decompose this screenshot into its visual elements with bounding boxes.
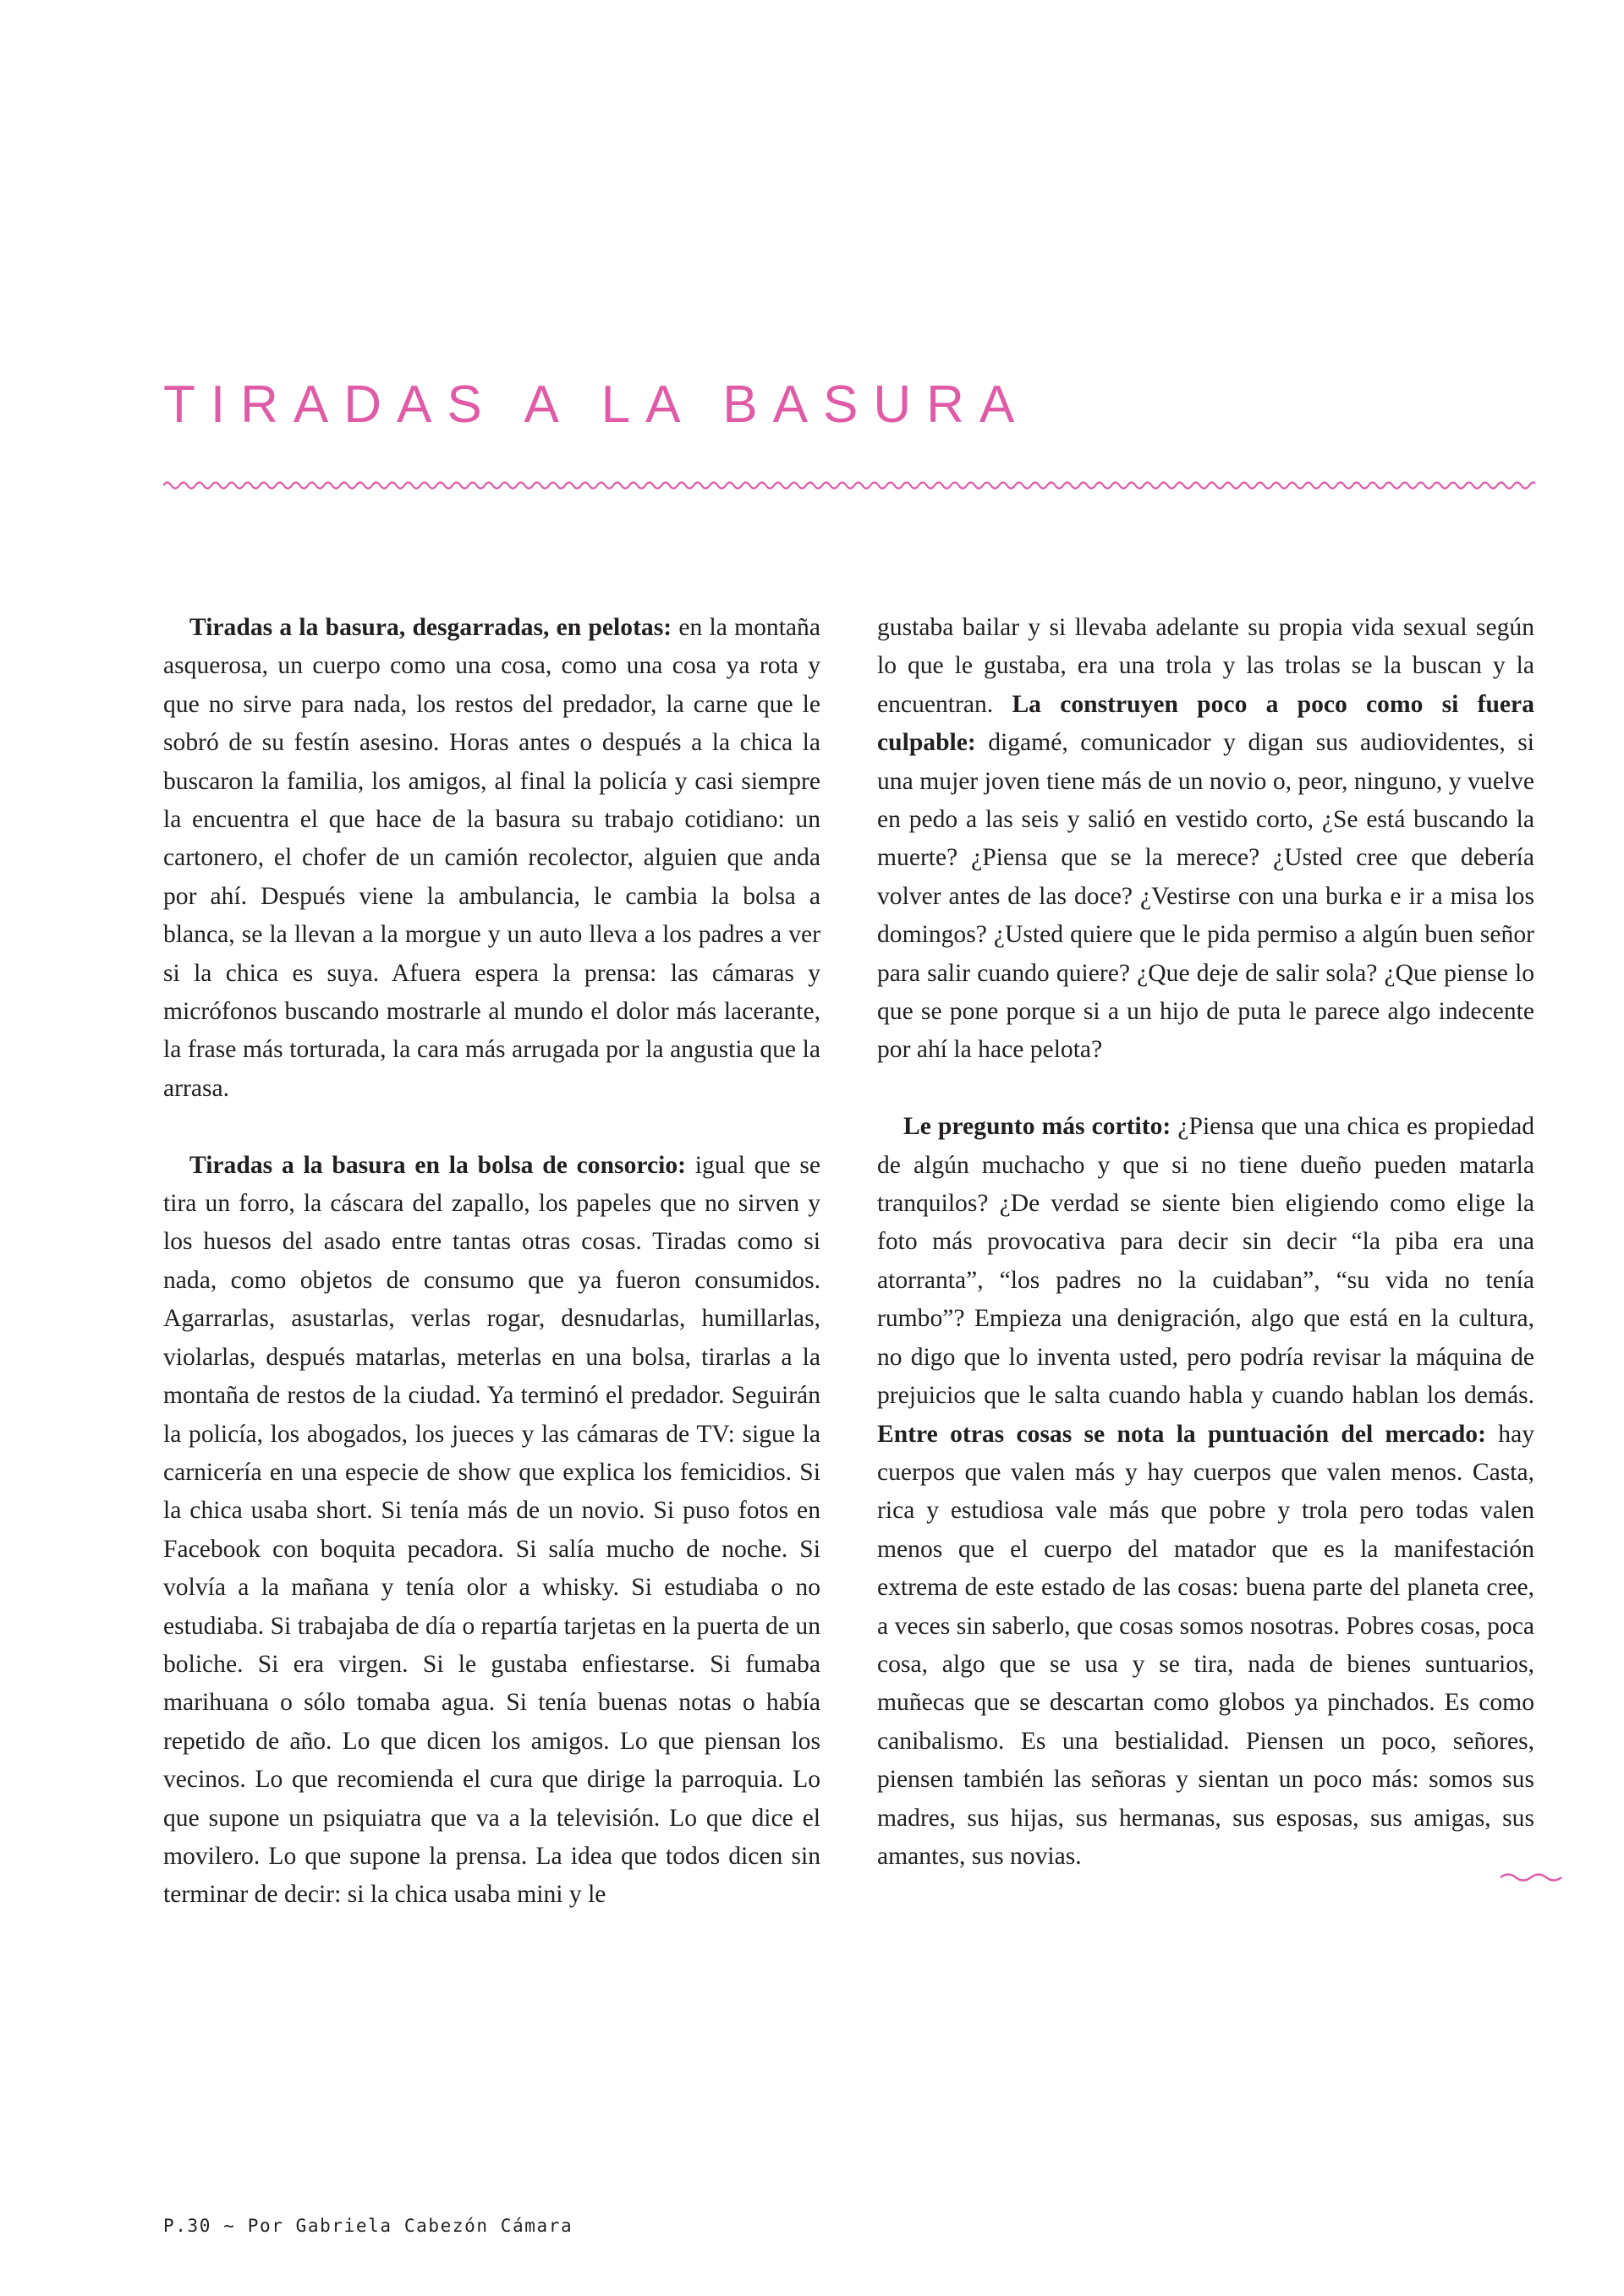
paragraph-body: gustaba bailar y si llevaba adelante su propia vida sexual según lo que le gustaba, era una trola y las trolas se la buscan y la encuentran. (877, 614, 1534, 718)
paragraph-body: digamé, comunicador y digan sus audiovidentes, si una mujer joven tiene más de un novio o, peor, ninguno, y vuelve en pedo a las seis y salió en vestido corto, ¿Se está buscando la muerte? ¿Piensa que se la merece? ¿Usted cree que debería volver antes de las doce? ¿Vestirse con una burka e ir a misa los domingos? ¿Usted quiere que le pida permiso a algún buen señor para salir cuando quiere? ¿Que deje de salir sola? ¿Que piense lo que se pone porque si a un hijo de puta le parece algo indecente por ahí la hace pelota? (877, 729, 1534, 1064)
paragraph-body: hay cuerpos que valen más y hay cuerpos que valen menos. Casta, rica y estudiosa vale más que pobre y trola pero todas valen menos que el cuerpo del matador que es la manifestación extrema de este estado de las cosas: buena parte del planeta cree, a veces sin saberlo, que cosas somos nosotras. Pobres cosas, poca cosa, algo que se usa y se tira, nada de bienes suntuarios, muñecas que se descartan como globos ya pinchados. Es como canibalismo. Es una bestialidad. Piensen un poco, señores, piensen también las señoras y sientan un poco más: somos sus madres, sus hijas, sus hermanas, sus esposas, sus amigas, sus amantes, sus novias. (877, 1420, 1534, 1870)
left-column (163, 609, 820, 1915)
bold-phrase: Entre otras cosas se nota la puntuación del mercado: (877, 1420, 1486, 1448)
paragraph-body: en la montaña asquerosa, un cuerpo como una cosa, como una cosa ya rota y que no sirve para nada, los restos del predador, la carne que le sobró de su festín asesino. Horas antes o después a la chica la buscaron la familia, los amigos, al final la policía y casi siempre la encuentra el que hace de la basura su trabajo cotidiano: un cartonero, el chofer de un camión recolector, alguien que anda por ahí. Después viene la ambulancia, le cambia la bolsa a blanca, se la llevan a la morgue y un auto lleva a los padres a ver si la chica es suya. Afuera espera la prensa: las cámaras y micrófonos buscando mostrarle al mundo el dolor más lacerante, la frase más torturada, la cara más arrugada por la angustia que la arrasa. (163, 614, 820, 1102)
paragraph-tiradas-pelotas (163, 609, 820, 1108)
right-column (877, 609, 1534, 1876)
paragraph-body: ¿Piensa que una chica es propiedad de algún muchacho y que si no tiene dueño pueden matarla tranquilos? ¿De verdad se siente bien eligiendo como elige la foto más provocativa para decir sin decir “la piba era una atorranta”, “los padres no la cuidaban”, “su vida no tenía rumbo”? Empieza una denigración, algo que está en la cultura, no digo que lo inventa usted, pero podría revisar la máquina de prejuicios que le salta cuando habla y cuando hablan los demás. (877, 1113, 1534, 1410)
wavy-line-icon (163, 479, 1535, 492)
lead-phrase: Tiradas a la basura, desgarradas, en pelotas: (189, 614, 672, 641)
paragraph-bolsa-consorcio (163, 1147, 820, 1915)
bold-phrase: La construyen poco a poco como si fuera culpable: (877, 690, 1534, 757)
paragraph-continuation (877, 609, 1534, 1070)
lead-phrase: Tiradas a la basura en la bolsa de consorcio: (189, 1151, 686, 1179)
lead-phrase: Le pregunto más cortito: (903, 1113, 1171, 1141)
paragraph-body: igual que se tira un forro, la cáscara del zapallo, los papeles que no sirven y los huesos del asado entre tantas otras cosas. Tiradas como si nada, como objetos de consumo que ya fueron consumidos. Agarrarlas, asustarlas, verlas rogar, desnudarlas, humillarlas, violarlas, después matarlas, meterlas en una bolsa, tirarlas a la montaña de restos de la ciudad. Ya terminó el predador. Seguirán la policía, los abogados, los jueces y las cámaras de TV: sigue la carnicería en una especie de show que explica los femicidios. Si la chica usaba short. Si tenía más de un novio. Si puso fotos en Facebook con boquita pecadora. Si salía mucho de noche. Si volvía a la mañana y tenía olor a whisky. Si estudiaba o no estudiaba. Si trabajaba de día o repartía tarjetas en la puerta de un boliche. Si era virgen. Si le gustaba enfiestarse. Si fumaba marihuana o sólo tomaba agua. Si tenía buenas notas o había repetido de año. Lo que dicen los amigos. Lo que piensan los vecinos. Lo que recomienda el cura que dirige la parroquia. Lo que supone un psiquiatra que va a la televisión. Lo que dice el movilero. Lo que supone la prensa. La idea que todos dicen sin terminar de decir: si la chica usaba mini y le (163, 1151, 820, 1909)
paragraph-pregunto-cortito (877, 1108, 1534, 1876)
page-footer: P.30 ~ Por Gabriela Cabezón Cámara (163, 2216, 573, 2236)
article-title: TIRADAS A LA BASURA (163, 375, 1030, 434)
wavy-end-mark-icon (1499, 1871, 1566, 1884)
